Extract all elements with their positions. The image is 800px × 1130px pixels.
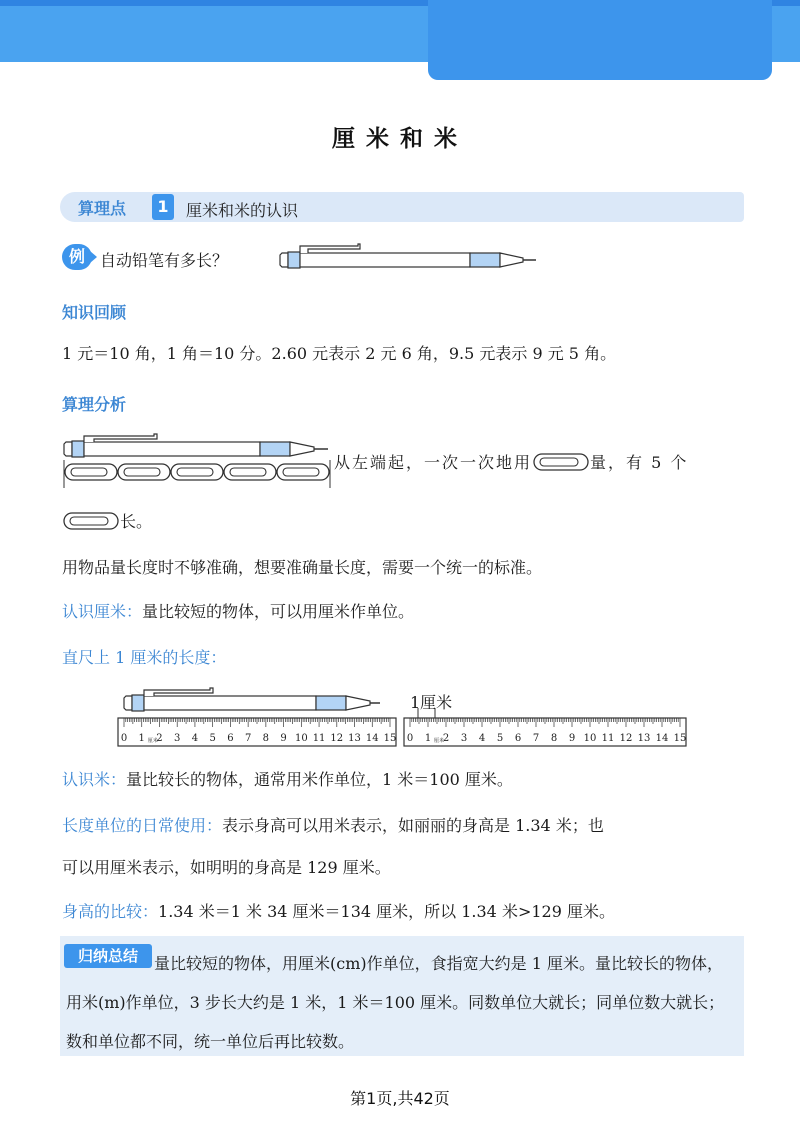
analysis-line2-text: 长。 bbox=[120, 512, 153, 531]
compare-text: 1.34 米＝1 米 34 厘米＝134 厘米，所以 1.34 米>129 厘米。 bbox=[158, 902, 615, 921]
usage-text1: 表示身高可以用米表示，如丽丽的身高是 1.34 米；也 bbox=[222, 816, 604, 835]
ruler-tick-label: 11 bbox=[312, 733, 326, 744]
analysis-heading: 算理分析 bbox=[62, 395, 127, 414]
ruler-tick-label: 14 bbox=[655, 733, 669, 744]
mechanical-pencil-icon bbox=[278, 242, 540, 272]
ruler-tick-label: 3 bbox=[460, 733, 468, 744]
paperclip-icon bbox=[224, 464, 276, 480]
cm-paragraph bbox=[62, 602, 414, 621]
page-footer: 第1页,共42页 bbox=[350, 1089, 450, 1108]
ruler-tick-label: 8 bbox=[550, 733, 558, 744]
ruler-tick-label: 7 bbox=[244, 733, 252, 744]
ruler-tick-label: 5 bbox=[496, 733, 504, 744]
ruler-tick-label: 3 bbox=[174, 733, 181, 744]
summary-tag: 归纳总结 bbox=[64, 944, 152, 968]
paperclip-icon bbox=[118, 464, 170, 480]
ruler-heading bbox=[62, 648, 226, 667]
analysis-line1-a: 从左端起，一次一次地用 bbox=[334, 453, 533, 472]
section-title: 厘米和米的认识 bbox=[186, 201, 299, 220]
ruler-heading-text: 直尺上 1 厘米的长度： bbox=[62, 648, 227, 667]
ruler-tick-label: 13 bbox=[637, 733, 651, 744]
paperclip-icon bbox=[532, 453, 590, 471]
usage-text2: 可以用厘米表示，如明明的身高是 129 厘米。 bbox=[62, 858, 391, 877]
one-cm-label: 1厘米 bbox=[410, 693, 453, 712]
section-label: 算理点 bbox=[78, 199, 127, 218]
cm-label: 认识厘米： bbox=[62, 602, 143, 621]
analysis-p1: 用物品量长度时不够准确，想要准确量长度，需要一个统一的标准。 bbox=[62, 558, 543, 577]
ruler-unit-label: 厘米 bbox=[434, 738, 445, 744]
cm-text: 量比较短的物体，可以用厘米作单位。 bbox=[142, 602, 415, 621]
pencil-ruler-figure bbox=[118, 688, 398, 748]
summary-text: 量比较短的物体，用厘米(cm)作单位，食指宽大约是 1 厘米。量比较长的物体，用米(m)作单位，3 步长大约是 1 米，1 米＝100 厘米。同数单位大就长；同单位数大就长；数和单位都不同，统一单位后再比较数。 bbox=[66, 954, 725, 1051]
ruler-tick-label: 9 bbox=[568, 733, 576, 744]
usage-label: 长度单位的日常使用： bbox=[62, 816, 223, 835]
example-question: 自动铅笔有多长？ bbox=[100, 251, 229, 270]
ruler-tick-label: 12 bbox=[330, 733, 344, 744]
ruler-tick-label: 2 bbox=[442, 733, 450, 744]
ruler-tick-label: 0 bbox=[406, 733, 414, 744]
ruler-tick-label: 10 bbox=[583, 733, 597, 744]
ruler-tick-label: 8 bbox=[262, 733, 270, 744]
ruler-tick-label: 10 bbox=[294, 733, 308, 744]
analysis-line1-b: 量，有 5 个 bbox=[590, 453, 689, 472]
banner-tab bbox=[428, 0, 772, 80]
ruler-tick-label: 12 bbox=[619, 733, 633, 744]
ruler-tick-label: 0 bbox=[120, 733, 128, 744]
top-banner bbox=[0, 0, 800, 80]
ruler-figure bbox=[404, 688, 690, 748]
ruler-tick-label: 1 bbox=[424, 733, 432, 744]
ruler-tick-label: 4 bbox=[191, 733, 199, 744]
ruler-tick-label: 7 bbox=[532, 733, 540, 744]
example-arrow-icon bbox=[90, 251, 97, 263]
ruler-tick-label: 6 bbox=[227, 733, 234, 744]
usage-paragraph bbox=[62, 816, 604, 835]
review-text: 1 元＝10 角，1 角＝10 分。2.60 元表示 2 元 6 角，9.5 元表示 9 元 5 角。 bbox=[62, 344, 617, 363]
ruler-tick-label: 1 bbox=[138, 733, 145, 744]
analysis-line2 bbox=[62, 512, 152, 531]
m-label: 认识米： bbox=[62, 770, 127, 789]
ruler-tick-label: 2 bbox=[156, 733, 163, 744]
review-heading: 知识回顾 bbox=[62, 303, 127, 322]
paperclip-icon bbox=[62, 512, 120, 530]
m-text: 量比较长的物体，通常用米作单位，1 米＝100 厘米。 bbox=[126, 770, 513, 789]
paperclip-icon bbox=[65, 464, 117, 480]
example-badge: 例 bbox=[62, 244, 92, 270]
page-title: 厘米和米 bbox=[332, 126, 468, 152]
pencil-with-paperclips bbox=[62, 434, 334, 490]
ruler-tick-label: 11 bbox=[601, 733, 615, 744]
ruler-tick-label: 14 bbox=[365, 733, 379, 744]
ruler-unit-label: 厘米 bbox=[147, 738, 158, 744]
compare-paragraph bbox=[62, 902, 615, 921]
ruler-tick-label: 9 bbox=[280, 733, 287, 744]
ruler-tick-label: 5 bbox=[209, 733, 216, 744]
ruler-tick-label: 13 bbox=[348, 733, 361, 744]
ruler-tick-label: 15 bbox=[673, 733, 687, 744]
paperclip-icon bbox=[277, 464, 329, 480]
analysis-line1 bbox=[334, 453, 688, 472]
paperclip-icon bbox=[171, 464, 223, 480]
ruler-tick-label: 15 bbox=[383, 733, 397, 744]
compare-label: 身高的比较： bbox=[62, 902, 159, 921]
section-number: 1 bbox=[152, 194, 174, 220]
m-paragraph bbox=[62, 770, 513, 789]
ruler-tick-label: 4 bbox=[478, 733, 486, 744]
ruler-tick-label: 6 bbox=[514, 733, 522, 744]
